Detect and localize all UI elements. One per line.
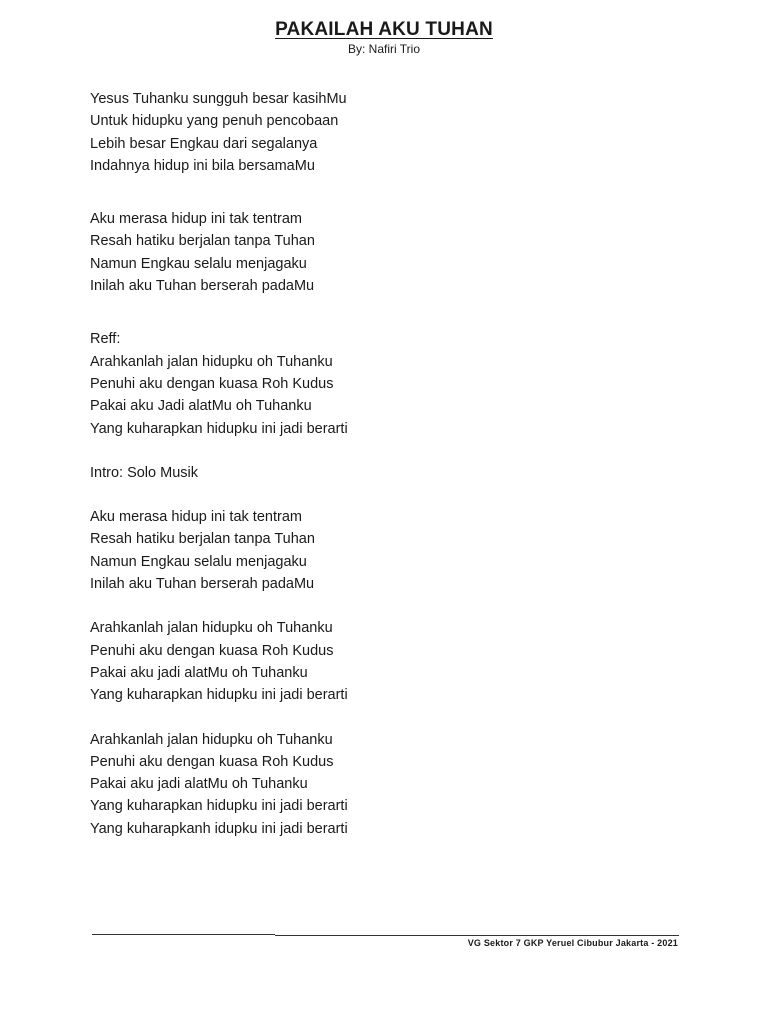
lyric-line: Inilah aku Tuhan berserah padaMu [90,278,315,295]
stanza-chorus [90,328,690,439]
stanza-intro [90,462,690,484]
lyric-line: Arahkanlah jalan hidupku oh Tuhanku [90,353,333,370]
stanza-spacer [90,440,690,462]
stanza-spacer [90,297,690,328]
lyric-line: Yang kuharapkan hidupku ini jadi berarti [90,420,348,437]
lyric-line: Pakai aku Jadi alatMu oh Tuhanku [90,398,312,415]
lyric-line: Namun Engkau selalu menjagaku [90,255,307,272]
lyric-line: Inilah aku Tuhan berserah padaMu [90,576,315,593]
lyric-line: Arahkanlah jalan hidupku oh Tuhanku [90,620,333,637]
lyric-line: Yesus Tuhanku sungguh besar kasihMu [90,91,347,107]
stanza-verse-2 [90,208,690,297]
lyric-line: Aku merasa hidup ini tak tentram [90,211,302,228]
footer-divider-left [92,934,275,935]
stanza-spacer [90,707,690,729]
lyric-line: Pakai aku jadi alatMu oh Tuhanku [90,664,308,681]
footer-credit: VG Sektor 7 GKP Yeruel Cibubur Jakarta - 2021 [467,938,678,948]
lyric-line: Arahkanlah jalan hidupku oh Tuhanku [90,731,333,748]
chorus-label: Reff: [90,331,121,348]
lyric-line: Penuhi aku dengan kuasa Roh Kudus [90,642,334,659]
stanza-chorus-2 [90,617,690,706]
stanza-spacer [90,595,690,617]
lyric-line: Penuhi aku dengan kuasa Roh Kudus [90,375,334,392]
lyric-line: Untuk hidupku yang penuh pencobaan [90,113,339,130]
song-byline: By: Nafiri Trio [347,42,420,56]
lyric-line: Resah hatiku berjalan tanpa Tuhan [90,531,315,548]
song-title: PAKAILAH AKU TUHAN [275,19,493,40]
lyric-line: Penuhi aku dengan kuasa Roh Kudus [90,753,334,770]
lyric-line: Namun Engkau selalu menjagaku [90,553,307,570]
footer-divider-right [275,935,679,936]
stanza-spacer [90,484,690,506]
stanza-verse-1 [90,88,690,177]
lyric-line: Aku merasa hidup ini tak tentram [90,509,302,526]
lyric-line: Yang kuharapkan hidupku ini jadi berarti [90,798,348,815]
lyric-line: Pakai aku jadi alatMu oh Tuhanku [90,776,308,793]
lyric-line: Resah hatiku berjalan tanpa Tuhan [90,233,315,250]
stanza-verse-3 [90,506,690,595]
intro-label: Intro: Solo Musik [90,464,198,481]
stanza-chorus-3 [90,729,690,840]
stanza-spacer [90,177,690,208]
lyrics-body [90,88,690,840]
lyric-line: Yang kuharapkanh idupku ini jadi berarti [90,820,348,837]
lyric-line: Yang kuharapkan hidupku ini jadi berarti [90,687,348,704]
lyric-line: Indahnya hidup ini bila bersamaMu [90,157,315,174]
lyric-line: Lebih besar Engkau dari segalanya [90,135,318,152]
